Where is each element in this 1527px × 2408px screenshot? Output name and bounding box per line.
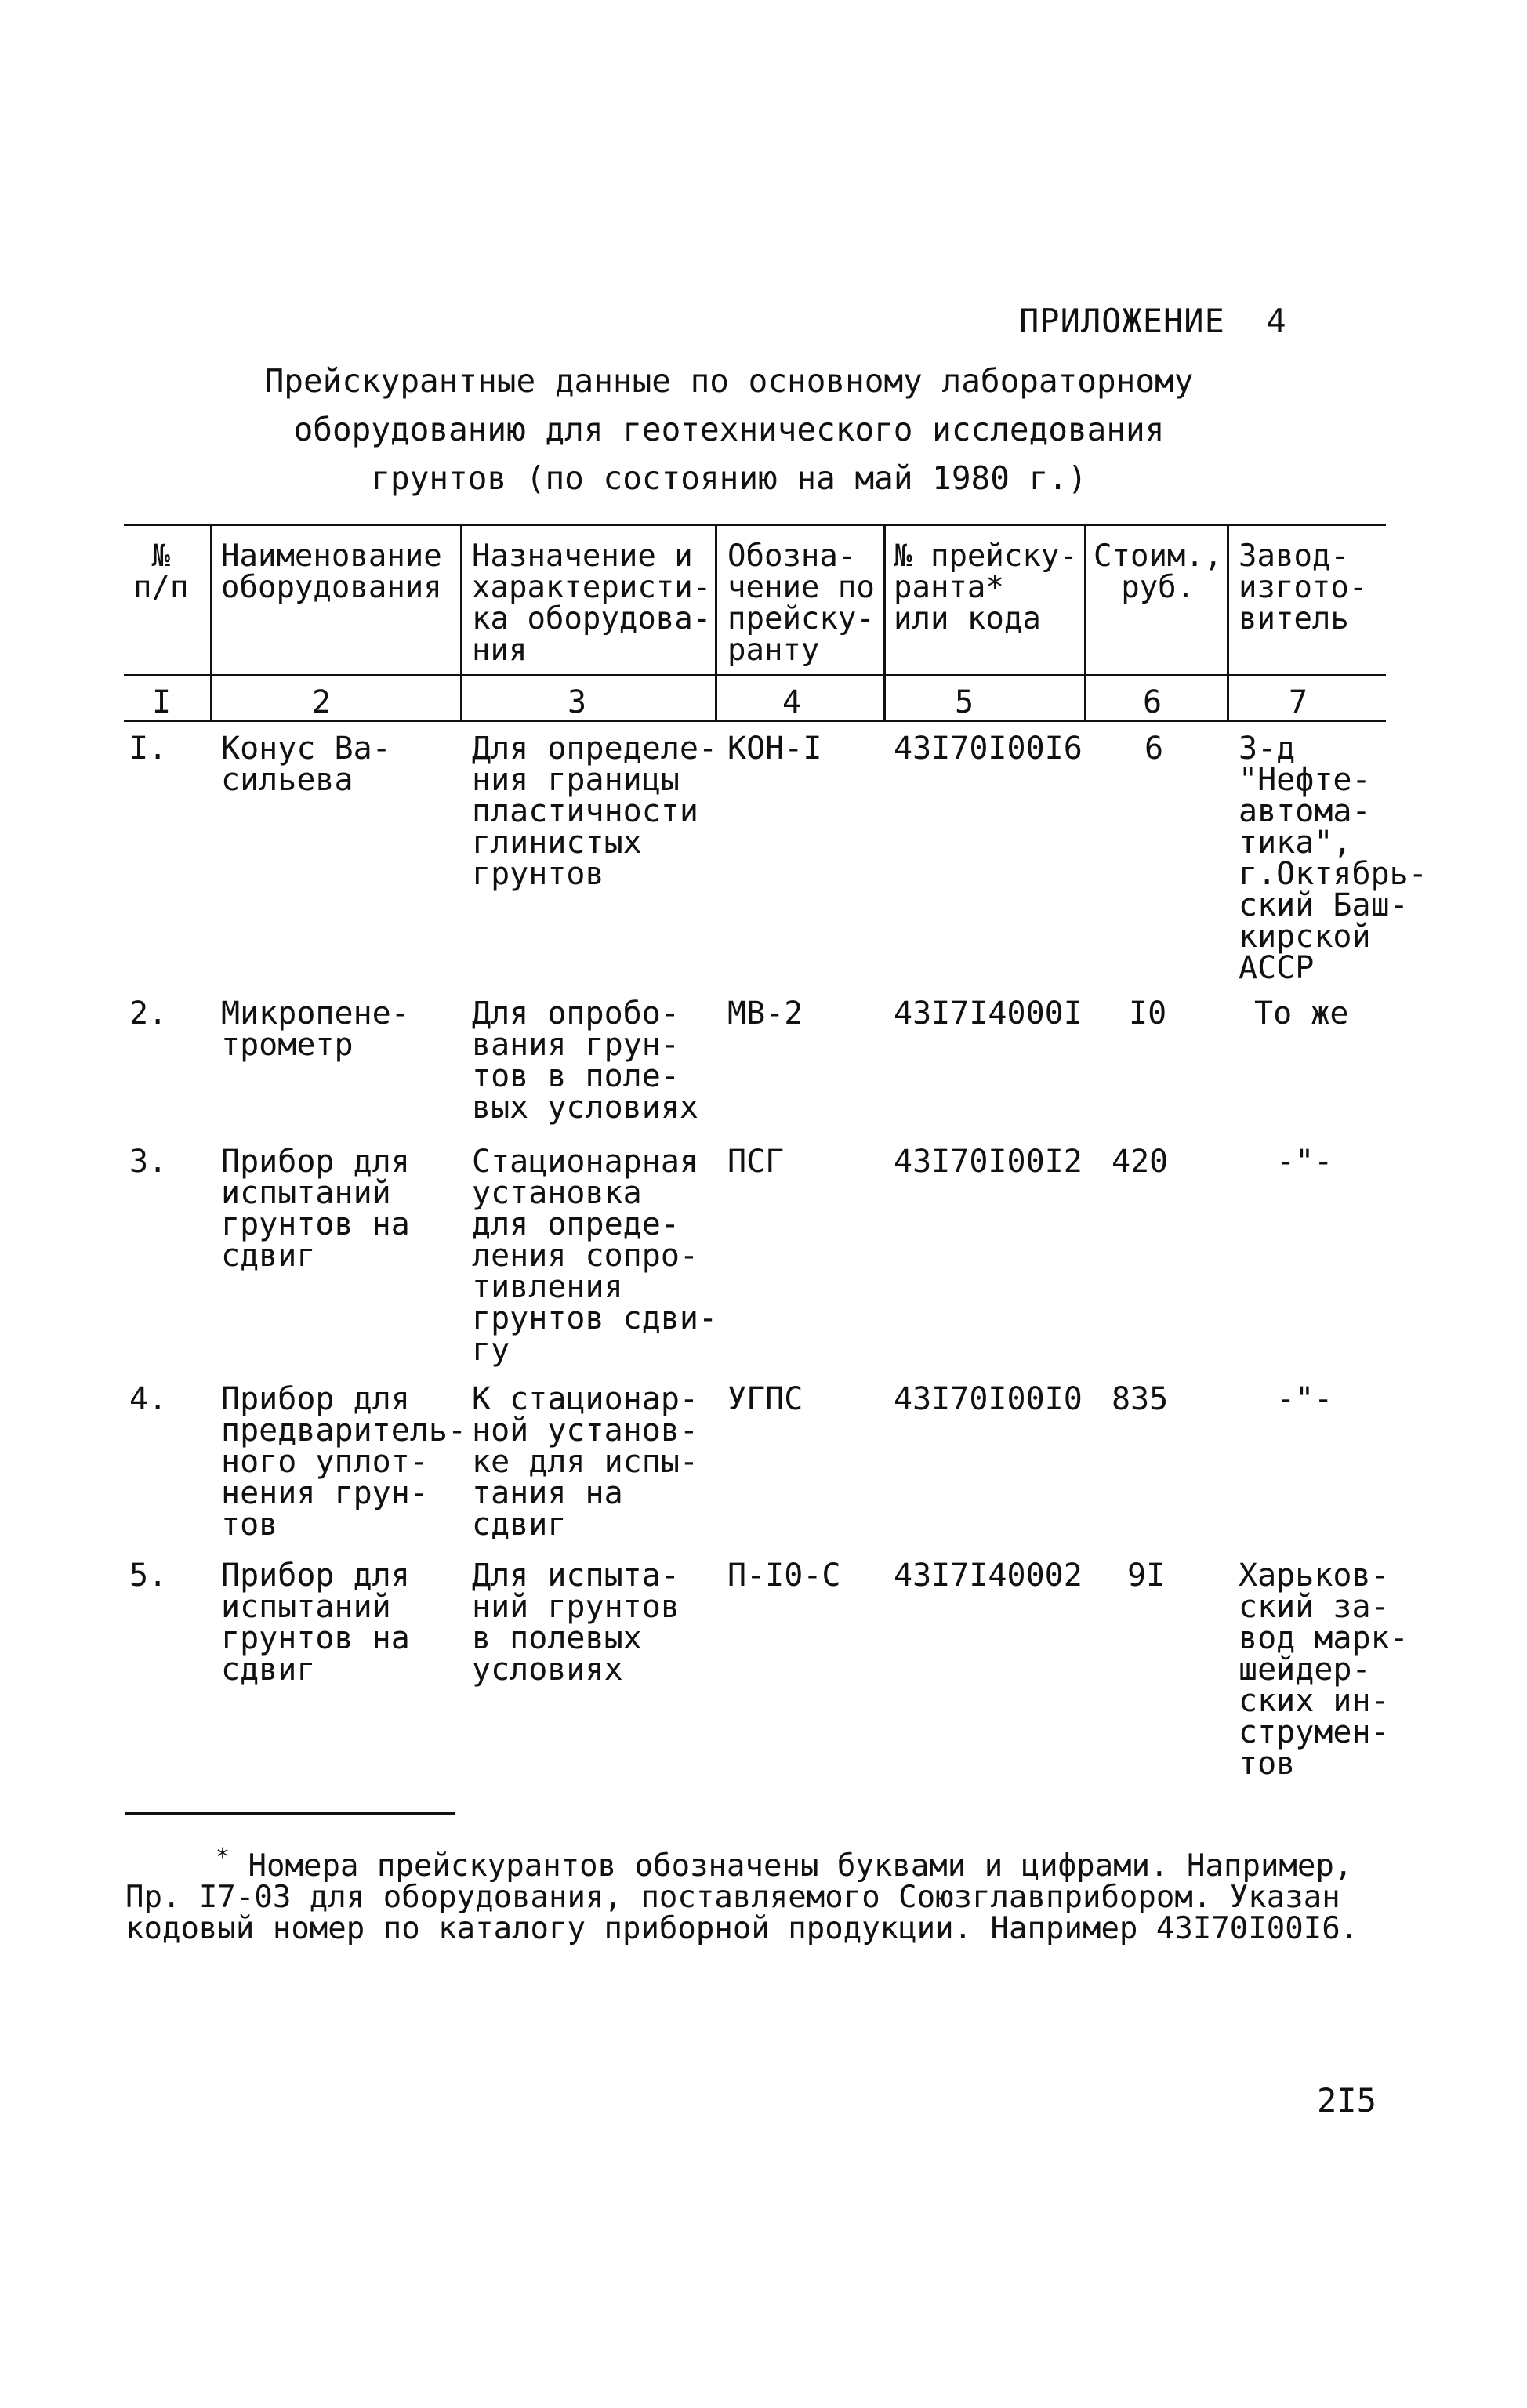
row-2-num: 2. [129,995,168,1032]
row-3-num: 3. [129,1144,168,1180]
header-code: № прейску- ранта* или кода [894,539,1078,636]
col-divider-1 [210,524,212,722]
row-5-cost: 9I [1127,1558,1166,1594]
column-number-6: 6 [1142,684,1162,720]
header-designation: Обозна- чение по прейску- ранту [727,539,875,668]
row-3-maker: -"- [1276,1144,1333,1180]
row-5-purpose: Для испыта- ний грунтов в полевых условиях [472,1558,680,1688]
row-4-name: Прибор для предваритель- ного уплот- нения грун- тов [221,1381,467,1543]
page-number: 2I5 [1317,2081,1376,2120]
table-header-rule [124,674,1386,676]
row-5-designation: П-I0-С [727,1558,841,1594]
col-divider-6 [1227,524,1229,722]
row-4-num: 4. [129,1381,168,1417]
row-3-code: 43I70I00I2 [894,1144,1083,1180]
footnote-text: Номера прейскурантов обозначены буквами и цифрами. Например, Пр. I7-03 для оборудования, поставляемого Союзглавприбором. Указан кодовый номер по каталогу приборной продукции. Например 43I70I00I6. [125,1848,1359,1946]
header-name: Наименование оборудования [221,539,442,605]
row-4-cost: 835 [1112,1381,1169,1417]
column-number-2: 2 [311,684,332,720]
column-number-4: 4 [782,684,802,720]
row-5-maker: Харьков- ский за- вод марк- шейдер- ских ин- струмен- тов [1239,1558,1409,1782]
col-divider-3 [715,524,717,722]
header-maker: Завод- изгото- витель [1239,539,1368,636]
table-top-rule [124,524,1386,526]
column-number-7: 7 [1288,684,1308,720]
row-3-name: Прибор для испытаний грунтов на сдвиг [221,1144,410,1274]
row-4-maker: -"- [1276,1381,1333,1417]
col-divider-4 [883,524,886,722]
row-1-name: Конус Ва- сильева [221,731,391,798]
row-2-cost: I0 [1129,995,1167,1032]
row-3-designation: ПСГ [727,1144,785,1180]
row-3-cost: 420 [1112,1144,1169,1180]
appendix-label: ПРИЛОЖЕНИЕ 4 [1019,302,1287,340]
row-1-code: 43I70I00I6 [894,731,1083,767]
column-number-1: I [151,684,172,720]
col-divider-2 [460,524,462,722]
column-number-5: 5 [954,684,974,720]
row-2-maker: То же [1254,995,1349,1032]
header-num: № п/п [133,539,189,605]
row-1-num: I. [129,731,168,767]
row-2-designation: МВ-2 [727,995,803,1032]
title-line-2: оборудованию для геотехнического исследования [293,411,1165,448]
row-1-cost: 6 [1144,731,1164,767]
footnote-mark: * [216,1844,230,1871]
row-5-code: 43I7I40002 [894,1558,1083,1594]
row-5-name: Прибор для испытаний грунтов на сдвиг [221,1558,410,1688]
row-2-code: 43I7I4000I [894,995,1083,1032]
row-4-designation: УГПС [727,1381,803,1417]
row-1-purpose: Для определе- ния границы пластичности глинистых грунтов [472,731,718,892]
row-1-designation: КОН-I [727,731,822,767]
footnote-rule [125,1812,455,1815]
header-cost: Стоим., руб. [1094,539,1223,605]
row-2-purpose: Для опробо- вания грун- тов в поле- вых условиях [472,995,698,1126]
header-purpose: Назначение и характеристи- ка оборудова- ния [472,539,712,668]
row-4-purpose: К стационар- ной установ- ке для испы- тания на сдвиг [472,1381,698,1543]
row-2-name: Микропене- трометр [221,995,410,1063]
title-line-3: грунтов (по состоянию на май 1980 г.) [371,459,1087,497]
row-5-num: 5. [129,1558,168,1594]
title-line-1: Прейскурантные данные по основному лабораторному [264,362,1194,400]
document-title [259,357,1199,502]
row-4-code: 43I70I00I0 [894,1381,1083,1417]
footnote [125,1842,1411,1945]
column-number-3: 3 [567,684,587,720]
row-3-purpose: Стационарная установка для опреде- ления сопро- тивления грунтов сдви- гу [472,1144,718,1368]
row-1-maker: З-д "Нефте- автома- тика", г.Октябрь- ский Баш- кирской АССР [1239,731,1427,986]
col-divider-5 [1084,524,1086,722]
